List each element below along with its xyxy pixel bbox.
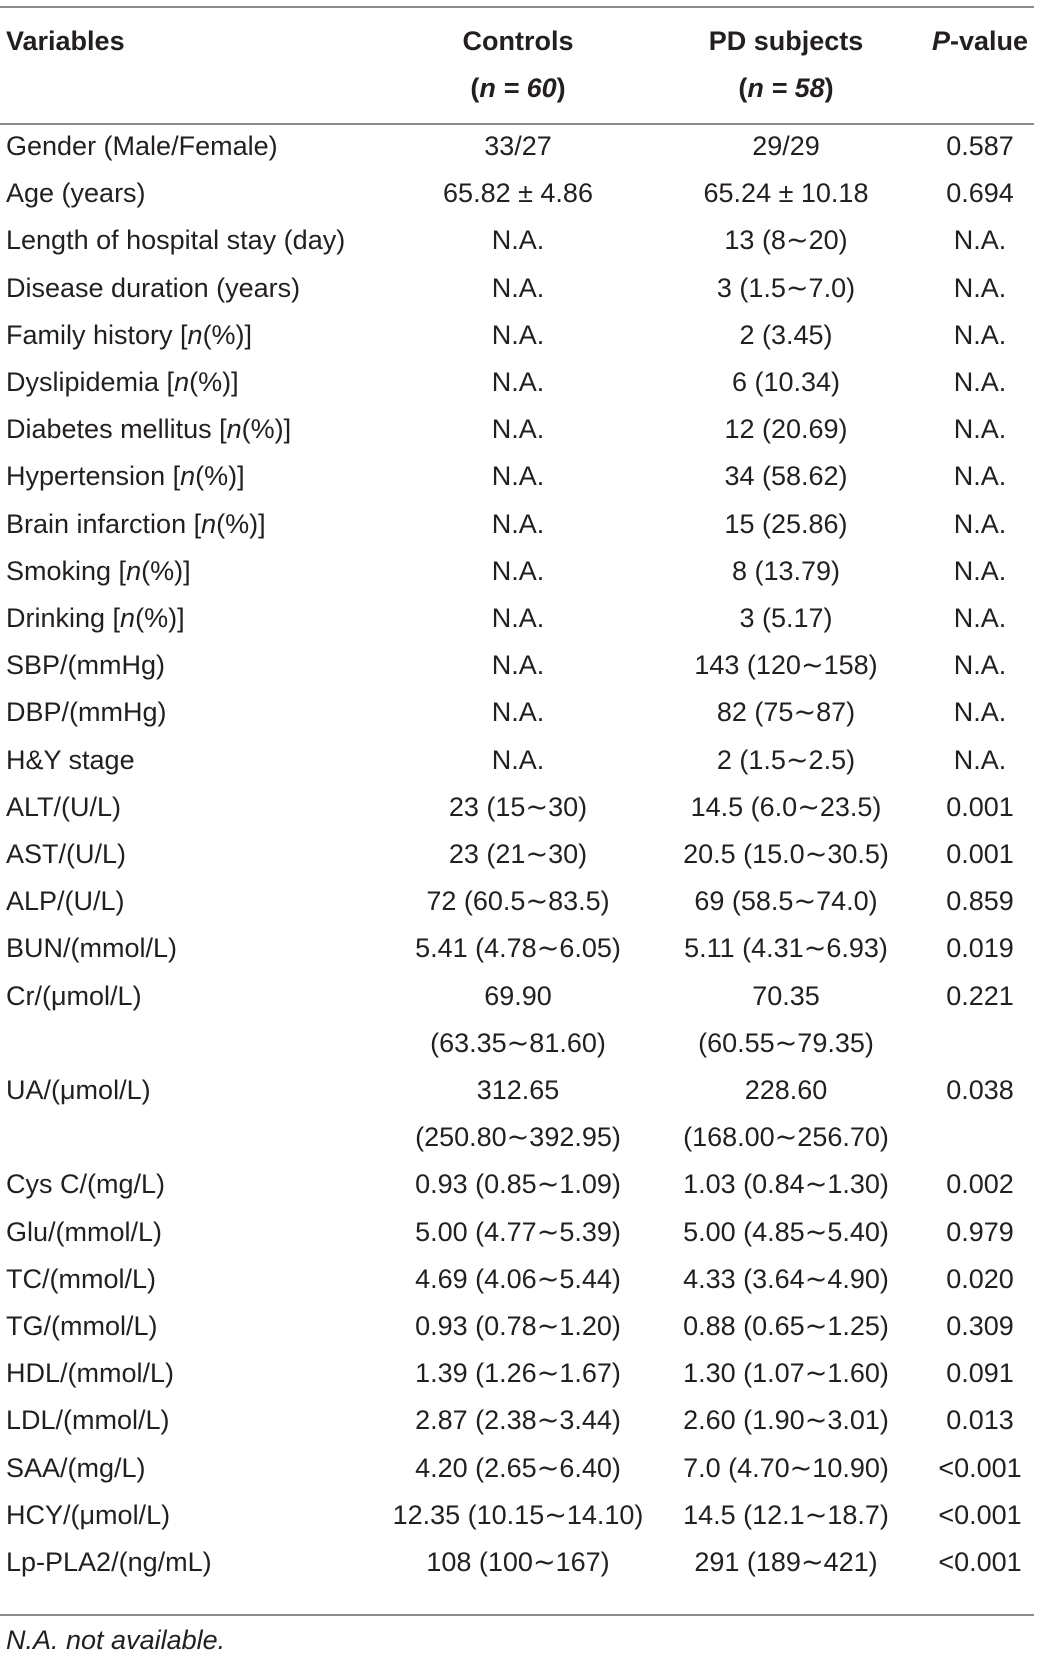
- variable-cell-value: Diabetes mellitus [n(%)]: [6, 414, 292, 445]
- table-row: [0, 453, 1040, 500]
- pvalue-cell: [920, 642, 1040, 689]
- table-row: [0, 595, 1040, 642]
- pvalue-cell: [920, 217, 1040, 264]
- pvalue-cell: [920, 501, 1040, 548]
- pd-cell-value: 2 (3.45): [739, 319, 833, 350]
- controls-cell: [384, 312, 652, 359]
- controls-cell-value: 65.82 ± 4.86: [443, 178, 593, 209]
- italic-n: n: [174, 367, 190, 398]
- controls-cell: [384, 737, 652, 784]
- pd-cell-value: 70.35: [752, 980, 820, 1011]
- controls-cell: [384, 1067, 652, 1161]
- pd-cell: [652, 453, 920, 500]
- controls-cell-value: N.A.: [491, 225, 545, 256]
- header-pd: [652, 18, 920, 123]
- variable-cell-value: UA/(μmol/L): [6, 1075, 151, 1106]
- controls-cell: [384, 1492, 652, 1539]
- controls-cell-value: 4.69 (4.06∼5.44): [415, 1263, 621, 1294]
- variable-cell-value: HCY/(μmol/L): [6, 1499, 171, 1530]
- pvalue-cell-value: 0.979: [946, 1216, 1014, 1247]
- controls-cell: [384, 265, 652, 312]
- variable-cell: [0, 1539, 384, 1586]
- controls-cell-value: 23 (15∼30): [448, 791, 588, 822]
- pd-cell: [652, 1161, 920, 1208]
- pd-cell-value: 7.0 (4.70∼10.90): [683, 1452, 889, 1483]
- pvalue-cell-value: 0.001: [946, 791, 1014, 822]
- italic-n: n: [120, 603, 136, 634]
- pvalue-cell-value: 0.001: [946, 839, 1014, 870]
- variable-cell-value: SAA/(mg/L): [6, 1452, 146, 1483]
- pd-cell-value: 12 (20.69): [724, 414, 848, 445]
- pvalue-cell-value: N.A.: [953, 508, 1007, 539]
- header-pvalue: P-value: [931, 26, 1029, 56]
- table-body: [0, 123, 1040, 1586]
- pd-cell: [652, 737, 920, 784]
- variable-cell: [0, 453, 384, 500]
- variable-cell: [0, 689, 384, 736]
- pd-cell-value: 14.5 (12.1∼18.7): [683, 1499, 889, 1530]
- table-row: [0, 925, 1040, 972]
- table-row: [0, 1161, 1040, 1208]
- controls-cell-value: 5.41 (4.78∼6.05): [415, 933, 621, 964]
- pvalue-cell: [920, 1209, 1040, 1256]
- variable-cell: [0, 217, 384, 264]
- pvalue-cell: [920, 406, 1040, 453]
- table-header: [0, 18, 1040, 123]
- table-row: [0, 878, 1040, 925]
- table-row: [0, 831, 1040, 878]
- pvalue-cell-value: <0.001: [938, 1499, 1022, 1530]
- pvalue-cell-value: N.A.: [953, 744, 1007, 775]
- controls-cell-value: 108 (100∼167): [426, 1547, 610, 1578]
- pvalue-cell-value: <0.001: [938, 1452, 1022, 1483]
- table-row: [0, 406, 1040, 453]
- variable-cell: [0, 642, 384, 689]
- top-rule: [0, 6, 1034, 8]
- pvalue-cell: [920, 1445, 1040, 1492]
- table-row: [0, 1539, 1040, 1586]
- variable-cell-value: AST/(U/L): [6, 839, 127, 870]
- pd-cell: [652, 217, 920, 264]
- pd-cell-value: 2 (1.5∼2.5): [716, 744, 856, 775]
- controls-cell: [384, 925, 652, 972]
- italic-p: P: [931, 26, 950, 56]
- controls-cell: [384, 1209, 652, 1256]
- table-row: [0, 1303, 1040, 1350]
- pvalue-cell: [920, 925, 1040, 972]
- controls-cell-range: (250.80∼392.95): [415, 1122, 621, 1153]
- pvalue-cell: [920, 1397, 1040, 1444]
- pd-cell-value: 82 (75∼87): [716, 697, 856, 728]
- controls-cell-value: 2.87 (2.38∼3.44): [415, 1405, 621, 1436]
- variable-cell-value: Lp-PLA2/(ng/mL): [6, 1547, 212, 1578]
- italic-n: n: [226, 414, 242, 445]
- pvalue-cell-value: N.A.: [953, 367, 1007, 398]
- pvalue-cell-value: 0.002: [946, 1169, 1014, 1200]
- controls-cell: [384, 595, 652, 642]
- controls-cell-value: 72 (60.5∼83.5): [426, 886, 610, 917]
- pvalue-cell-value: 0.038: [946, 1075, 1014, 1106]
- pd-cell: [652, 642, 920, 689]
- pd-cell-value: 143 (120∼158): [694, 650, 878, 681]
- header-pd-label: PD subjects: [708, 26, 864, 56]
- header-variables: Variables: [6, 26, 125, 56]
- table-row: [0, 1445, 1040, 1492]
- pvalue-cell-value: 0.020: [946, 1263, 1014, 1294]
- table-row: [0, 1256, 1040, 1303]
- pd-cell: [652, 925, 920, 972]
- pvalue-cell: [920, 1539, 1040, 1586]
- controls-cell-value: N.A.: [491, 272, 545, 303]
- footnote: N.A. not available.: [6, 1625, 226, 1655]
- controls-cell: [384, 689, 652, 736]
- pvalue-cell: [920, 548, 1040, 595]
- variable-cell: [0, 1209, 384, 1256]
- controls-cell: [384, 784, 652, 831]
- controls-cell-value: 69.90: [484, 980, 552, 1011]
- variable-cell-value: Age (years): [6, 178, 146, 209]
- variable-cell: [0, 925, 384, 972]
- table-row: [0, 1397, 1040, 1444]
- variable-cell: [0, 548, 384, 595]
- pvalue-cell: [920, 359, 1040, 406]
- variable-cell-value: TC/(mmol/L): [6, 1263, 156, 1294]
- pvalue-cell-value: N.A.: [953, 272, 1007, 303]
- controls-cell: [384, 1161, 652, 1208]
- data-table: [0, 18, 1040, 1586]
- pvalue-cell-value: N.A.: [953, 697, 1007, 728]
- pd-cell-value: 291 (189∼421): [694, 1547, 878, 1578]
- variable-cell: [0, 406, 384, 453]
- controls-cell: [384, 359, 652, 406]
- pd-cell-value: 0.88 (0.65∼1.25): [683, 1311, 889, 1342]
- pd-cell: [652, 831, 920, 878]
- pd-cell: [652, 1209, 920, 1256]
- pd-cell-value: 5.00 (4.85∼5.40): [683, 1216, 889, 1247]
- controls-cell-value: 33/27: [484, 131, 552, 161]
- variable-cell-value: H&Y stage: [6, 744, 135, 775]
- table-row: [0, 1067, 1040, 1161]
- pd-cell: [652, 406, 920, 453]
- pvalue-cell-value: 0.859: [946, 886, 1014, 917]
- table-row: [0, 359, 1040, 406]
- pvalue-cell-value: N.A.: [953, 414, 1007, 445]
- variable-cell-value: DBP/(mmHg): [6, 697, 167, 728]
- controls-cell: [384, 548, 652, 595]
- variable-cell: [0, 1303, 384, 1350]
- pd-cell-value: 15 (25.86): [724, 508, 848, 539]
- pd-cell-value: 4.33 (3.64∼4.90): [683, 1263, 889, 1294]
- italic-n: n: [201, 508, 217, 539]
- pd-cell: [652, 123, 920, 170]
- pd-cell-value: 20.5 (15.0∼30.5): [683, 839, 889, 870]
- variable-cell-value: Cr/(μmol/L): [6, 980, 142, 1011]
- variable-cell-value: Length of hospital stay (day): [6, 225, 346, 256]
- pd-cell-value: 13 (8∼20): [724, 225, 848, 256]
- table-row: [0, 548, 1040, 595]
- table-row: [0, 973, 1040, 1067]
- controls-cell-range: (63.35∼81.60): [430, 1027, 606, 1058]
- table-row: [0, 170, 1040, 217]
- controls-cell: [384, 831, 652, 878]
- pvalue-cell-value: 0.091: [946, 1358, 1014, 1389]
- variable-cell: [0, 359, 384, 406]
- pd-cell: [652, 1397, 920, 1444]
- controls-cell-value: 23 (21∼30): [448, 839, 588, 870]
- variable-cell: [0, 1445, 384, 1492]
- controls-cell: [384, 501, 652, 548]
- variable-cell: [0, 1256, 384, 1303]
- pvalue-cell-value: N.A.: [953, 319, 1007, 350]
- italic-n: n: [187, 319, 203, 350]
- variable-cell: [0, 737, 384, 784]
- controls-cell-value: N.A.: [491, 461, 545, 492]
- pd-cell: [652, 501, 920, 548]
- pd-cell-value: 6 (10.34): [731, 367, 841, 398]
- pvalue-cell: [920, 1067, 1040, 1161]
- pd-cell: [652, 170, 920, 217]
- table-row: [0, 501, 1040, 548]
- controls-cell-value: 5.00 (4.77∼5.39): [415, 1216, 621, 1247]
- table-row: [0, 123, 1040, 170]
- controls-cell-value: N.A.: [491, 650, 545, 681]
- pd-cell: [652, 1445, 920, 1492]
- pvalue-cell-value: 0.221: [946, 980, 1014, 1011]
- header-controls: [384, 18, 652, 123]
- variable-cell-value: HDL/(mmol/L): [6, 1358, 175, 1389]
- pd-cell-value: 1.30 (1.07∼1.60): [683, 1358, 889, 1389]
- variable-cell: [0, 1350, 384, 1397]
- controls-cell: [384, 453, 652, 500]
- table-row: [0, 737, 1040, 784]
- pd-cell-value: 34 (58.62): [724, 461, 848, 492]
- controls-cell-value: N.A.: [491, 697, 545, 728]
- pd-cell-value: 14.5 (6.0∼23.5): [690, 791, 882, 822]
- pvalue-cell-value: N.A.: [953, 603, 1007, 634]
- pd-cell-value: 3 (5.17): [739, 603, 833, 634]
- controls-cell-value: 1.39 (1.26∼1.67): [415, 1358, 621, 1389]
- pvalue-cell: [920, 784, 1040, 831]
- pd-cell-range: (168.00∼256.70): [683, 1122, 889, 1153]
- controls-cell-value: 312.65: [476, 1075, 560, 1106]
- table-row: [0, 1492, 1040, 1539]
- controls-cell-value: N.A.: [491, 508, 545, 539]
- variable-cell-value: BUN/(mmol/L): [6, 933, 178, 964]
- variable-cell: [0, 312, 384, 359]
- variable-cell-value: LDL/(mmol/L): [6, 1405, 170, 1436]
- variable-cell: [0, 1492, 384, 1539]
- variable-cell: [0, 501, 384, 548]
- variable-cell-value: ALP/(U/L): [6, 886, 125, 917]
- pd-cell-value: 3 (1.5∼7.0): [716, 272, 856, 303]
- pd-cell: [652, 548, 920, 595]
- pvalue-cell-value: N.A.: [953, 461, 1007, 492]
- controls-cell: [384, 123, 652, 170]
- pd-cell-value: 2.60 (1.90∼3.01): [683, 1405, 889, 1436]
- controls-cell: [384, 1397, 652, 1444]
- variable-cell: [0, 831, 384, 878]
- variable-cell: [0, 170, 384, 217]
- pvalue-cell-value: N.A.: [953, 225, 1007, 256]
- variable-cell-value: TG/(mmol/L): [6, 1311, 158, 1342]
- pd-cell: [652, 1303, 920, 1350]
- controls-cell: [384, 1256, 652, 1303]
- pvalue-cell-value: <0.001: [938, 1547, 1022, 1578]
- controls-cell-value: N.A.: [491, 744, 545, 775]
- pd-cell-value: 65.24 ± 10.18: [703, 178, 869, 209]
- pvalue-cell-value: 0.019: [946, 933, 1014, 964]
- controls-cell: [384, 1303, 652, 1350]
- variable-cell-value: Smoking [n(%)]: [6, 555, 191, 586]
- controls-cell-value: 0.93 (0.85∼1.09): [415, 1169, 621, 1200]
- table-row: [0, 217, 1040, 264]
- header-controls-n: (n = 60): [470, 73, 566, 103]
- pd-cell-range: (60.55∼79.35): [698, 1027, 874, 1058]
- pd-cell: [652, 312, 920, 359]
- controls-cell: [384, 406, 652, 453]
- header-pd-n: (n = 58): [738, 73, 834, 103]
- controls-cell: [384, 1350, 652, 1397]
- controls-cell-value: N.A.: [491, 367, 545, 398]
- pd-cell: [652, 1256, 920, 1303]
- controls-cell: [384, 170, 652, 217]
- pvalue-cell-value: N.A.: [953, 555, 1007, 586]
- pd-cell-value: 69 (58.5∼74.0): [694, 886, 878, 917]
- pvalue-cell-value: 0.587: [946, 131, 1014, 161]
- pd-cell: [652, 1539, 920, 1586]
- pvalue-cell: [920, 1492, 1040, 1539]
- pd-cell: [652, 973, 920, 1067]
- table-row: [0, 784, 1040, 831]
- table-row: [0, 265, 1040, 312]
- variable-cell-value: Glu/(mmol/L): [6, 1216, 163, 1247]
- italic-n: n: [180, 461, 196, 492]
- pd-cell: [652, 1067, 920, 1161]
- pd-cell-value: 5.11 (4.31∼6.93): [684, 933, 888, 964]
- variable-cell-value: Gender (Male/Female): [6, 131, 278, 161]
- variable-cell: [0, 123, 384, 170]
- variable-cell-value: Drinking [n(%)]: [6, 603, 185, 634]
- controls-cell: [384, 973, 652, 1067]
- pvalue-cell-value: 0.309: [946, 1311, 1014, 1342]
- table-row: [0, 1350, 1040, 1397]
- variable-cell: [0, 784, 384, 831]
- variable-cell-value: Disease duration (years): [6, 272, 301, 303]
- pvalue-cell: [920, 1161, 1040, 1208]
- table-row: [0, 1209, 1040, 1256]
- variable-cell: [0, 1161, 384, 1208]
- pvalue-cell-value: 0.694: [946, 178, 1014, 209]
- pd-cell-value: 228.60: [744, 1075, 828, 1106]
- header-pd-n-value: n = 58: [747, 73, 825, 103]
- variable-cell: [0, 265, 384, 312]
- pvalue-cell: [920, 1256, 1040, 1303]
- pd-cell: [652, 359, 920, 406]
- pvalue-cell-value: 0.013: [946, 1405, 1014, 1436]
- pvalue-cell: [920, 1350, 1040, 1397]
- controls-cell: [384, 1539, 652, 1586]
- pvalue-cell: [920, 689, 1040, 736]
- pvalue-cell: [920, 123, 1040, 170]
- controls-cell-value: 0.93 (0.78∼1.20): [415, 1311, 621, 1342]
- variable-cell: [0, 595, 384, 642]
- variable-cell: [0, 1397, 384, 1444]
- controls-cell: [384, 878, 652, 925]
- variable-cell: [0, 1067, 384, 1161]
- pvalue-cell: [920, 170, 1040, 217]
- table-row: [0, 689, 1040, 736]
- pd-cell: [652, 595, 920, 642]
- controls-cell-value: N.A.: [491, 319, 545, 350]
- table-row: [0, 642, 1040, 689]
- variable-cell-value: Family history [n(%)]: [6, 319, 253, 350]
- pd-cell-value: 1.03 (0.84∼1.30): [683, 1169, 889, 1200]
- variable-cell: [0, 878, 384, 925]
- variable-cell-value: ALT/(U/L): [6, 791, 122, 822]
- controls-cell: [384, 1445, 652, 1492]
- pvalue-cell: [920, 737, 1040, 784]
- pd-cell: [652, 265, 920, 312]
- header-controls-label: Controls: [462, 26, 574, 56]
- pvalue-cell: [920, 312, 1040, 359]
- controls-cell: [384, 217, 652, 264]
- variable-cell-value: Cys C/(mg/L): [6, 1169, 166, 1200]
- controls-cell-value: 12.35 (10.15∼14.10): [392, 1499, 644, 1530]
- pvalue-cell: [920, 595, 1040, 642]
- controls-cell-value: N.A.: [491, 603, 545, 634]
- pd-cell-value: 29/29: [752, 131, 820, 161]
- pvalue-cell: [920, 973, 1040, 1067]
- bottom-rule: [0, 1614, 1034, 1616]
- variable-cell-value: Dyslipidemia [n(%)]: [6, 367, 239, 398]
- table-row: [0, 312, 1040, 359]
- controls-cell-value: N.A.: [491, 555, 545, 586]
- controls-cell: [384, 642, 652, 689]
- pvalue-cell: [920, 265, 1040, 312]
- pvalue-cell: [920, 1303, 1040, 1350]
- pd-cell: [652, 689, 920, 736]
- header-controls-n-value: n = 60: [479, 73, 557, 103]
- pd-cell: [652, 878, 920, 925]
- pvalue-cell-value: N.A.: [953, 650, 1007, 681]
- controls-cell-value: N.A.: [491, 414, 545, 445]
- pvalue-cell: [920, 453, 1040, 500]
- pvalue-cell: [920, 831, 1040, 878]
- variable-cell-value: SBP/(mmHg): [6, 650, 166, 681]
- pd-cell: [652, 1350, 920, 1397]
- controls-cell-value: 4.20 (2.65∼6.40): [415, 1452, 621, 1483]
- pvalue-cell: [920, 878, 1040, 925]
- pd-cell: [652, 1492, 920, 1539]
- variable-cell-value: Hypertension [n(%)]: [6, 461, 245, 492]
- variable-cell-value: Brain infarction [n(%)]: [6, 508, 266, 539]
- variable-cell: [0, 973, 384, 1067]
- pd-cell-value: 8 (13.79): [731, 555, 841, 586]
- pd-cell: [652, 784, 920, 831]
- italic-n: n: [126, 555, 142, 586]
